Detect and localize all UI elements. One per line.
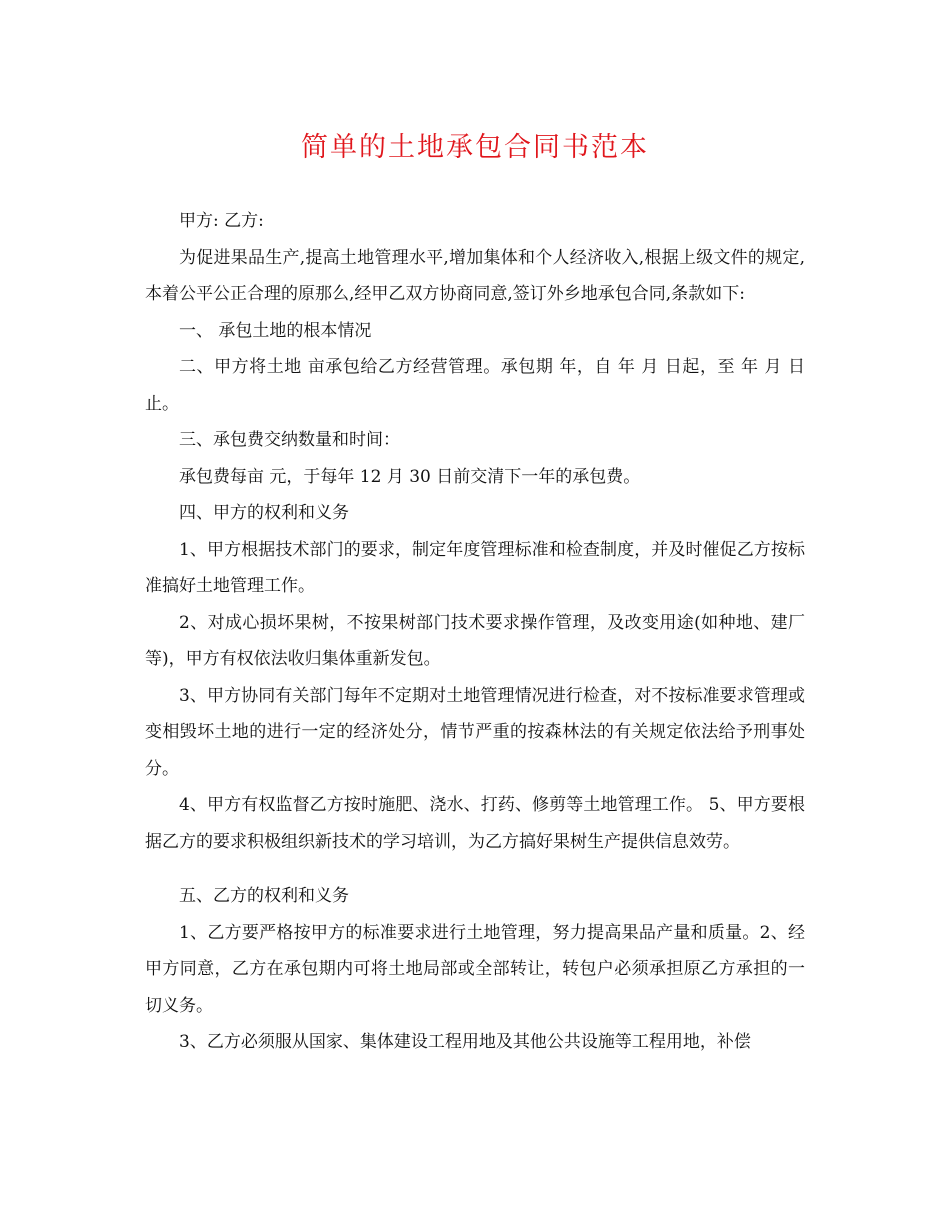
paragraph-4-4: 4、甲方有权监督乙方按时施肥、浇水、打药、修剪等土地管理工作。 5、甲方要根据乙方的要求积极组织新技术的学习培训，为乙方搞好果树生产提供信息效劳。	[145, 795, 805, 852]
paragraph-4-1: 1、甲方根据技术部门的要求，制定年度管理标准和检查制度，并及时催促乙方按标准搞好土地管理工作。	[145, 539, 805, 596]
paragraph-parties: 甲方: 乙方:	[179, 211, 264, 231]
document-body	[145, 203, 805, 1061]
paragraph-section-1: 一、 承包土地的根本情况	[179, 320, 372, 341]
paragraph-section-2: 二、甲方将土地 亩承包给乙方经营管理。承包期 年，自 年 月 日起，至 年 月 日止。	[145, 357, 805, 414]
paragraph-4-2: 2、对成心损坏果树，不按果树部门技术要求操作管理，及改变用途(如种地、建厂等)，甲方有权依法收归集体重新发包。	[145, 612, 805, 669]
paragraph-fee: 承包费每亩 元，于每年 12 月 30 日前交清下一年的承包费。	[179, 466, 641, 487]
paragraph-section-3: 三、承包费交纳数量和时间：	[179, 430, 400, 450]
paragraph-section-4: 四、甲方的权利和义务	[179, 503, 349, 523]
paragraph-preamble: 为促进果品生产,提高土地管理水平,增加集体和个人经济收入,根据上级文件的规定,本着公平公正合理的原那么,经甲乙双方协商同意,签订外乡地承包合同,条款如下:	[145, 247, 805, 304]
document-title: 简单的土地承包合同书范本	[301, 132, 649, 163]
paragraph-5-3: 3、乙方必须服从国家、集体建设工程用地及其他公共设施等工程用地，补偿	[179, 1032, 751, 1052]
paragraph-section-5: 五、乙方的权利和义务	[179, 886, 349, 906]
paragraph-4-3: 3、甲方协同有关部门每年不定期对土地管理情况进行检查，对不按标准要求管理或变相毁坏土地的进行一定的经济处分，情节严重的按森林法的有关规定依法给予刑事处分。	[145, 685, 805, 779]
paragraph-5-1: 1、乙方要严格按甲方的标准要求进行土地管理，努力提高果品产量和质量。2、经甲方同意，乙方在承包期内可将土地局部或全部转让，转包户必须承担原乙方承担的一切义务。	[145, 922, 805, 1016]
